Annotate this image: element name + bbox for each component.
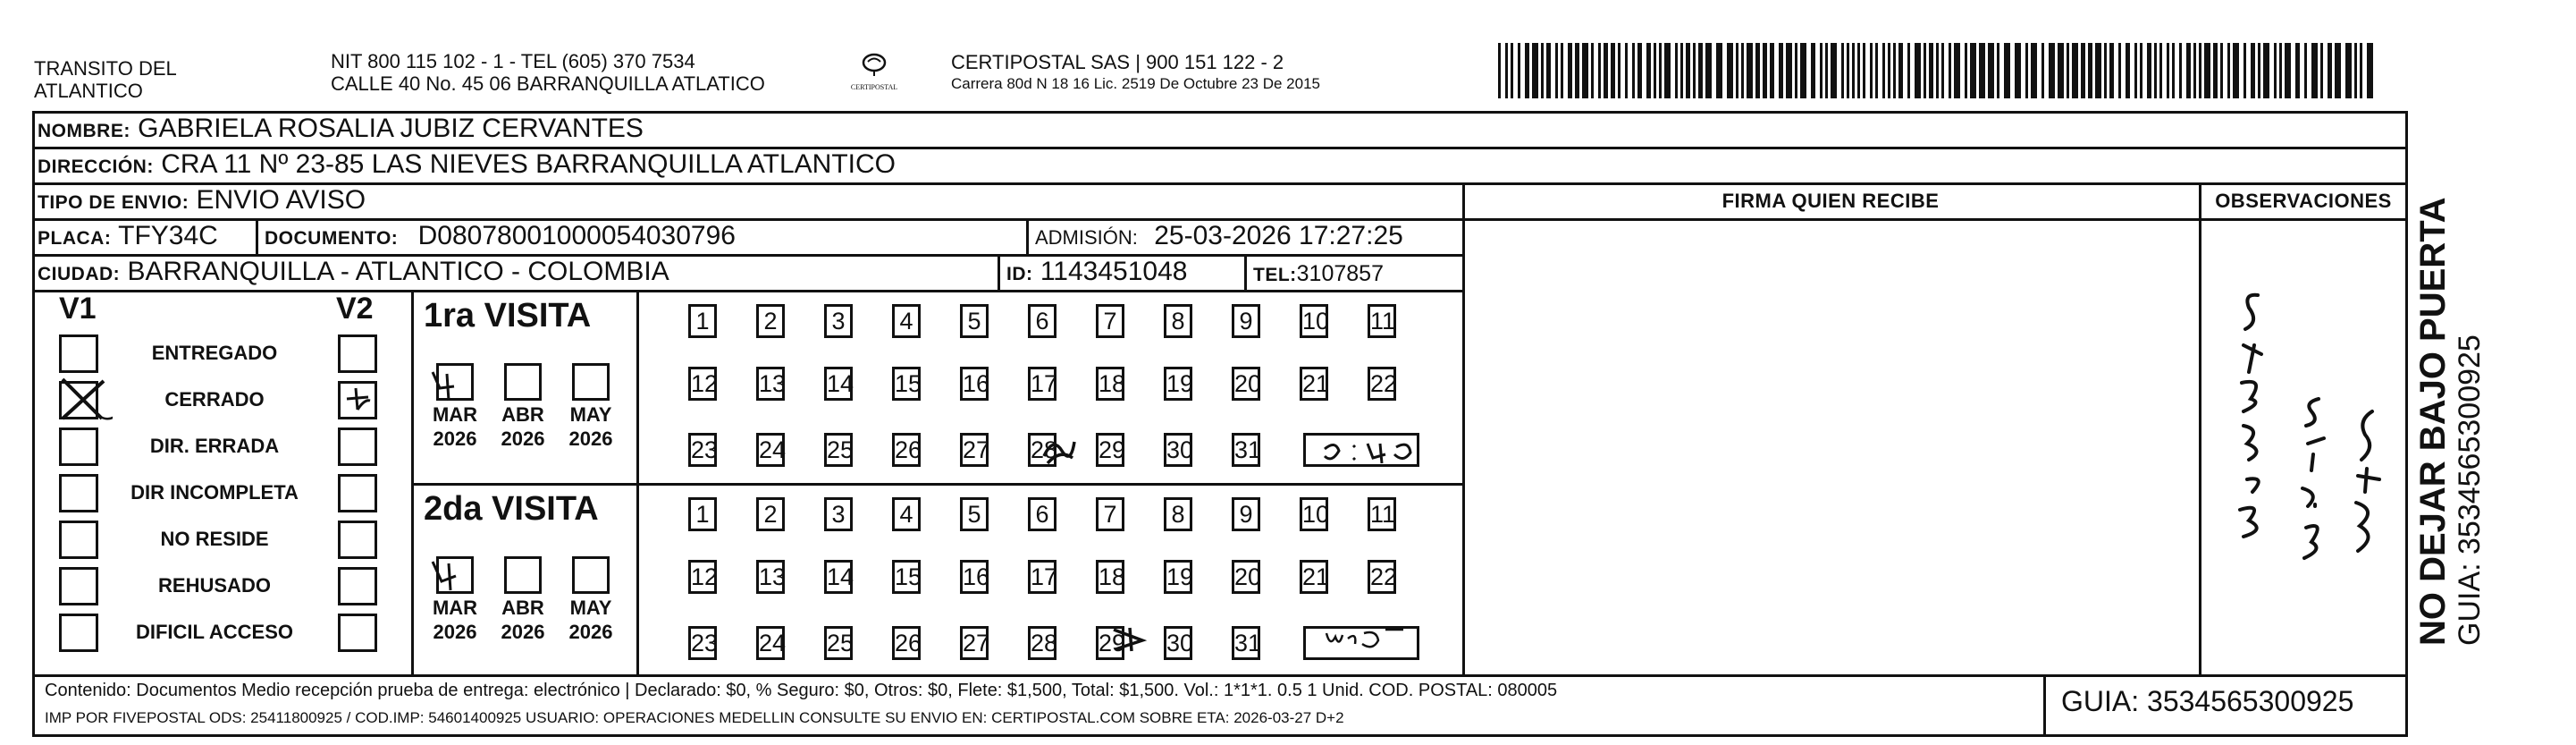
barcode-bar bbox=[1965, 43, 1967, 98]
v1-checkbox[interactable] bbox=[59, 521, 98, 559]
v1-checkbox[interactable] bbox=[59, 428, 98, 466]
barcode-bar bbox=[2095, 43, 2101, 98]
barcode-bar bbox=[1637, 43, 1642, 98]
barcode-bar bbox=[2049, 43, 2055, 98]
barcode-bar bbox=[2067, 43, 2069, 98]
barcode-bar bbox=[1705, 43, 1712, 98]
status-option-label: CERRADO bbox=[164, 388, 265, 411]
barcode-bar bbox=[2274, 43, 2277, 98]
recipient-name-label: NOMBRE: bbox=[38, 121, 130, 141]
plate-row bbox=[38, 220, 218, 255]
v1-checkbox[interactable] bbox=[59, 567, 98, 605]
observations-handwriting bbox=[2208, 268, 2404, 662]
barcode-bar bbox=[2004, 43, 2010, 98]
second-visit-day-box[interactable]: 1 bbox=[688, 497, 717, 531]
first-visit-day-box[interactable]: 3 bbox=[824, 304, 853, 338]
barcode-bar bbox=[2220, 43, 2223, 98]
barcode-bar bbox=[1795, 43, 1797, 98]
first-visit-day-box[interactable]: 30 bbox=[1164, 433, 1192, 467]
address-row bbox=[38, 148, 896, 183]
barcode-bar bbox=[2134, 43, 2137, 98]
barcode-bar bbox=[1525, 43, 1529, 98]
second-visit-day-box[interactable]: 16 bbox=[960, 560, 989, 594]
address-value: CRA 11 Nº 23-85 LAS NIEVES BARRANQUILLA ATLANTICO bbox=[161, 149, 897, 179]
barcode-bar bbox=[2279, 43, 2282, 98]
barcode-bar bbox=[2193, 43, 2196, 98]
barcode-bar bbox=[1841, 43, 1844, 98]
barcode-bar bbox=[1875, 43, 1878, 98]
first-visit-month-label bbox=[424, 402, 486, 451]
barcode-bar bbox=[2058, 43, 2064, 98]
barcode-bar bbox=[1763, 43, 1767, 98]
first-visit-day-box[interactable]: 28 bbox=[1028, 433, 1056, 467]
admission-value: 25-03-2026 17:27:25 bbox=[1154, 221, 1403, 250]
barcode-bar bbox=[2179, 43, 2182, 98]
barcode-bar bbox=[1680, 43, 1683, 98]
v1-checkbox[interactable] bbox=[59, 474, 98, 512]
document-row bbox=[265, 220, 736, 255]
barcode-bar bbox=[2295, 43, 2300, 98]
signature-header: FIRMA QUIEN RECIBE bbox=[1722, 190, 1940, 212]
barcode-bar bbox=[1915, 43, 1921, 98]
barcode-bar bbox=[1611, 43, 1615, 98]
barcode-bar bbox=[2015, 43, 2021, 98]
footer-print-info: IMP POR FIVEPOSTAL ODS: 25411800925 / COD.IMP: 54601400925 USUARIO: OPERACIONES MEDELLIN CONSULTE SU ENVIO EN: CERTIPOSTAL.COM SOBRE ETA: 2026-03-27 D+2 bbox=[45, 709, 1344, 726]
barcode-bar bbox=[1498, 43, 1501, 98]
document-value: D08078001000054030796 bbox=[417, 221, 736, 250]
barcode-bar bbox=[1546, 43, 1551, 98]
first-visit-day-box[interactable]: 8 bbox=[1164, 304, 1192, 338]
first-visit-day-box[interactable]: 9 bbox=[1232, 304, 1260, 338]
barcode-bar bbox=[1654, 43, 1656, 98]
v2-checkbox[interactable] bbox=[338, 567, 377, 605]
second-visit-day-box[interactable]: 15 bbox=[892, 560, 921, 594]
v2-cerrado-mark bbox=[338, 379, 377, 419]
second-visit-month-label bbox=[560, 596, 622, 644]
issuer-line2: ATLANTICO bbox=[34, 80, 143, 102]
city-label: CIUDAD: bbox=[38, 264, 121, 284]
second-visit-day-box[interactable]: 29 bbox=[1096, 626, 1124, 660]
issuer-nit: NIT 800 115 102 - 1 - TEL (605) 370 7534 bbox=[331, 50, 695, 72]
v2-checkbox[interactable] bbox=[338, 521, 377, 559]
shipment-type-value: ENVIO AVISO bbox=[196, 185, 366, 215]
first-visit-month-label bbox=[560, 402, 622, 451]
shipment-type-label: TIPO DE ENVIO: bbox=[38, 192, 189, 213]
v2-checkbox[interactable] bbox=[338, 334, 377, 373]
second-visit-day-box[interactable]: 7 bbox=[1096, 497, 1124, 531]
status-option-label: DIR INCOMPLETA bbox=[130, 481, 299, 504]
month-year: 2026 bbox=[501, 621, 545, 643]
barcode-bar bbox=[2186, 43, 2191, 98]
month-name: MAY bbox=[569, 403, 612, 426]
barcode-bar bbox=[1800, 43, 1806, 98]
status-option-label: NO RESIDE bbox=[160, 528, 269, 550]
admission-row bbox=[1035, 220, 1403, 254]
carrier-address: Carrera 80d N 18 16 Lic. 2519 De Octubre 23 De 2015 bbox=[951, 75, 1320, 92]
second-visit-day-box[interactable]: 30 bbox=[1164, 626, 1192, 660]
second-visit-day-box[interactable]: 12 bbox=[688, 560, 717, 594]
barcode-bar bbox=[1659, 43, 1662, 98]
barcode-bar bbox=[1618, 43, 1621, 98]
second-visit-day-box[interactable]: 8 bbox=[1164, 497, 1192, 531]
barcode-bar bbox=[1632, 43, 1635, 98]
v2-checkbox[interactable] bbox=[338, 474, 377, 512]
first-visit-day-box[interactable]: 4 bbox=[892, 304, 921, 338]
first-visit-day-box[interactable]: 24 bbox=[756, 433, 785, 467]
v1-header: V1 bbox=[59, 292, 97, 326]
tel-row bbox=[1253, 258, 1384, 292]
barcode-bar bbox=[2204, 43, 2210, 98]
barcode-bar bbox=[1511, 43, 1513, 98]
v1-cerrado-mark bbox=[55, 374, 113, 428]
second-visit-month-label bbox=[492, 596, 554, 644]
barcode-bar bbox=[1625, 43, 1628, 98]
second-visit-day-box[interactable]: 11 bbox=[1368, 497, 1396, 531]
barcode-bar bbox=[2025, 43, 2028, 98]
barcode-bar bbox=[2118, 43, 2121, 98]
barcode-bar bbox=[1786, 43, 1792, 98]
barcode-bar bbox=[1988, 43, 1994, 98]
barcode bbox=[1498, 43, 2392, 98]
second-visit-day-box[interactable]: 31 bbox=[1232, 626, 1260, 660]
recipient-name: GABRIELA ROSALIA JUBIZ CERVANTES bbox=[138, 114, 644, 143]
barcode-bar bbox=[1747, 43, 1753, 98]
side-do-not-leave: NO DEJAR BAJO PUERTA bbox=[2413, 197, 2453, 646]
month-year: 2026 bbox=[568, 621, 613, 643]
barcode-bar bbox=[1698, 43, 1703, 98]
document-label: DOCUMENTO: bbox=[265, 228, 399, 249]
barcode-bar bbox=[2081, 43, 2085, 98]
second-visit-day-box[interactable]: 24 bbox=[756, 626, 785, 660]
first-visit-day-box[interactable]: 22 bbox=[1368, 367, 1396, 401]
barcode-bar bbox=[1505, 43, 1508, 98]
barcode-bar bbox=[1675, 43, 1678, 98]
tel-value: 3107857 bbox=[1296, 261, 1384, 286]
barcode-bar bbox=[2311, 43, 2318, 98]
barcode-bar bbox=[2154, 43, 2157, 98]
first-visit-month-label bbox=[492, 402, 554, 451]
first-visit-time-note bbox=[1314, 433, 1430, 469]
first-visit-day-scribble bbox=[1039, 431, 1078, 470]
barcode-bar bbox=[2213, 43, 2218, 98]
month-year: 2026 bbox=[501, 428, 545, 450]
barcode-bar bbox=[1936, 43, 1939, 98]
issuer-name bbox=[34, 57, 177, 102]
second-visit-day-box[interactable]: 17 bbox=[1028, 560, 1056, 594]
second-visit-day-box[interactable]: 10 bbox=[1300, 497, 1328, 531]
barcode-bar bbox=[1825, 43, 1828, 98]
second-visit-day-box[interactable]: 13 bbox=[756, 560, 785, 594]
city-value: BARRANQUILLA - ATLANTICO - COLOMBIA bbox=[127, 257, 669, 286]
barcode-bar bbox=[1847, 43, 1849, 98]
barcode-bar bbox=[1582, 43, 1588, 98]
first-visit-day-box[interactable]: 5 bbox=[960, 304, 989, 338]
barcode-bar bbox=[1779, 43, 1783, 98]
second-visit-month-checkbox[interactable] bbox=[572, 556, 610, 594]
status-option-label: DIR. ERRADA bbox=[149, 435, 280, 457]
first-visit-month-checkbox[interactable] bbox=[572, 363, 610, 401]
second-visit-day-box[interactable]: 5 bbox=[960, 497, 989, 531]
carrier-info bbox=[951, 51, 1320, 93]
barcode-bar bbox=[1870, 43, 1873, 98]
first-visit-day-box[interactable]: 2 bbox=[756, 304, 785, 338]
month-name: MAR bbox=[432, 597, 478, 619]
second-visit-day-box[interactable]: 27 bbox=[960, 626, 989, 660]
barcode-bar bbox=[1575, 43, 1579, 98]
carrier-name: CERTIPOSTAL SAS | 900 151 122 - 2 bbox=[951, 51, 1284, 73]
barcode-bar bbox=[2243, 43, 2246, 98]
barcode-bar bbox=[2367, 43, 2373, 98]
second-visit-day-box[interactable]: 14 bbox=[824, 560, 853, 594]
footer-guide-number: GUIA: 3534565300925 bbox=[2061, 685, 2354, 717]
barcode-bar bbox=[2335, 43, 2341, 98]
barcode-bar bbox=[2227, 43, 2230, 98]
status-option-label: DIFICIL ACCESO bbox=[135, 621, 293, 643]
month-name: MAR bbox=[432, 403, 478, 426]
barcode-bar bbox=[2109, 43, 2114, 98]
second-visit-day-box[interactable]: 6 bbox=[1028, 497, 1056, 531]
second-visit-day-box[interactable]: 21 bbox=[1300, 560, 1328, 594]
second-visit-day-box[interactable]: 22 bbox=[1368, 560, 1396, 594]
side-guide-number: GUIA: 3534565300925 bbox=[2453, 334, 2487, 646]
first-visit-day-box[interactable]: 20 bbox=[1232, 367, 1260, 401]
barcode-bar bbox=[1598, 43, 1601, 98]
barcode-bar bbox=[1852, 43, 1855, 98]
month-name: ABR bbox=[501, 597, 544, 619]
month-year: 2026 bbox=[568, 428, 613, 450]
barcode-bar bbox=[2041, 43, 2044, 98]
barcode-bar bbox=[1949, 43, 1951, 98]
barcode-bar bbox=[1604, 43, 1608, 98]
barcode-bar bbox=[2199, 43, 2201, 98]
barcode-bar bbox=[2159, 43, 2162, 98]
observations-header: OBSERVACIONES bbox=[2215, 190, 2392, 212]
barcode-bar bbox=[2354, 43, 2357, 98]
second-visit-day-box[interactable]: 9 bbox=[1232, 497, 1260, 531]
second-visit-day-scribble bbox=[1107, 621, 1151, 656]
side-notice bbox=[2413, 197, 2487, 646]
second-visit-day-box[interactable]: 23 bbox=[688, 626, 717, 660]
first-visit-day-box[interactable]: 29 bbox=[1096, 433, 1124, 467]
barcode-bar bbox=[1686, 43, 1690, 98]
barcode-bar bbox=[2328, 43, 2332, 98]
issuer-address: CALLE 40 No. 45 06 BARRANQUILLA ATLATICO bbox=[331, 72, 765, 95]
recipient-name-row bbox=[38, 113, 644, 148]
barcode-bar bbox=[1741, 43, 1744, 98]
barcode-bar bbox=[2088, 43, 2092, 98]
barcode-bar bbox=[1591, 43, 1594, 98]
first-visit-title: 1ra VISITA bbox=[424, 297, 592, 334]
v2-checkbox[interactable] bbox=[338, 428, 377, 466]
barcode-bar bbox=[1736, 43, 1738, 98]
v1-checkbox[interactable] bbox=[59, 334, 98, 373]
barcode-bar bbox=[2345, 43, 2352, 98]
barcode-bar bbox=[2258, 43, 2260, 98]
second-visit-day-box[interactable]: 19 bbox=[1164, 560, 1192, 594]
logo-text: CERTIPOSTAL bbox=[850, 83, 898, 91]
barcode-bar bbox=[1532, 43, 1538, 98]
second-visit-title: 2da VISITA bbox=[424, 490, 599, 528]
first-visit-day-box[interactable]: 15 bbox=[892, 367, 921, 401]
first-visit-day-box[interactable]: 27 bbox=[960, 433, 989, 467]
tel-label: TEL: bbox=[1253, 265, 1297, 285]
barcode-bar bbox=[2172, 43, 2175, 98]
barcode-bar bbox=[1716, 43, 1722, 98]
barcode-bar bbox=[1970, 43, 1976, 98]
barcode-bar bbox=[1755, 43, 1760, 98]
plate-label: PLACA: bbox=[38, 228, 112, 249]
barcode-bar bbox=[1893, 43, 1896, 98]
second-visit-day-box[interactable]: 2 bbox=[756, 497, 785, 531]
first-visit-day-box[interactable]: 16 bbox=[960, 367, 989, 401]
barcode-bar bbox=[2031, 43, 2037, 98]
barcode-bar bbox=[2251, 43, 2255, 98]
first-visit-day-box[interactable]: 1 bbox=[688, 304, 717, 338]
first-visit-day-box[interactable]: 19 bbox=[1164, 367, 1192, 401]
second-visit-day-box[interactable]: 20 bbox=[1232, 560, 1260, 594]
barcode-bar bbox=[1770, 43, 1774, 98]
barcode-bar bbox=[1954, 43, 1960, 98]
barcode-bar bbox=[1693, 43, 1696, 98]
barcode-bar bbox=[2147, 43, 2151, 98]
barcode-bar bbox=[2360, 43, 2362, 98]
barcode-bar bbox=[1646, 43, 1651, 98]
logo-icon bbox=[856, 52, 892, 79]
first-visit-day-box[interactable]: 26 bbox=[892, 433, 921, 467]
barcode-bar bbox=[1555, 43, 1558, 98]
admission-label: ADMISIÓN: bbox=[1035, 226, 1138, 249]
month-year: 2026 bbox=[433, 428, 477, 450]
barcode-bar bbox=[1898, 43, 1903, 98]
city-row bbox=[38, 256, 669, 291]
barcode-bar bbox=[1727, 43, 1733, 98]
second-visit-month-label bbox=[424, 596, 486, 644]
barcode-bar bbox=[1541, 43, 1544, 98]
barcode-bar bbox=[1811, 43, 1815, 98]
first-visit-day-box[interactable]: 13 bbox=[756, 367, 785, 401]
barcode-bar bbox=[2167, 43, 2169, 98]
month-name: ABR bbox=[501, 403, 544, 426]
id-row bbox=[1006, 256, 1187, 291]
barcode-bar bbox=[2104, 43, 2107, 98]
second-visit-day-box[interactable]: 26 bbox=[892, 626, 921, 660]
issuer-line1: TRANSITO DEL bbox=[34, 57, 177, 80]
second-visit-day-box[interactable]: 3 bbox=[824, 497, 853, 531]
first-visit-day-box[interactable]: 25 bbox=[824, 433, 853, 467]
first-visit-month-checkbox[interactable] bbox=[504, 363, 542, 401]
status-option-label: ENTREGADO bbox=[151, 342, 278, 364]
issuer-contact bbox=[331, 50, 765, 95]
second-visit-month-checkbox[interactable] bbox=[504, 556, 542, 594]
barcode-bar bbox=[1831, 43, 1837, 98]
first-visit-month-mark bbox=[424, 361, 468, 406]
barcode-bar bbox=[1857, 43, 1860, 98]
barcode-bar bbox=[1997, 43, 1999, 98]
barcode-bar bbox=[2304, 43, 2307, 98]
first-visit-day-box[interactable]: 21 bbox=[1300, 367, 1328, 401]
second-visit-time-note bbox=[1314, 621, 1430, 656]
barcode-bar bbox=[1561, 43, 1563, 98]
second-visit-day-box[interactable]: 4 bbox=[892, 497, 921, 531]
shipment-type-row bbox=[38, 184, 366, 219]
barcode-bar bbox=[2263, 43, 2269, 98]
first-visit-day-box[interactable]: 7 bbox=[1096, 304, 1124, 338]
footer-contents: Contenido: Documentos Medio recepción prueba de entrega: electrónico | Declarado: $0, % Seguro: $0, Otros: $0, Flete: $1,500, Total: $1,500. Vol.: 1*1*1. 0.5 1 Unid. COD. POSTAL: 080005 bbox=[45, 681, 1558, 700]
barcode-bar bbox=[1941, 43, 1944, 98]
v2-checkbox[interactable] bbox=[338, 614, 377, 652]
second-visit-day-box[interactable]: 18 bbox=[1096, 560, 1124, 594]
barcode-bar bbox=[1568, 43, 1572, 98]
first-visit-day-box[interactable]: 18 bbox=[1096, 367, 1124, 401]
first-visit-day-box[interactable]: 14 bbox=[824, 367, 853, 401]
id-value: 1143451048 bbox=[1040, 257, 1188, 286]
barcode-bar bbox=[1924, 43, 1926, 98]
plate-value: TFY34C bbox=[118, 221, 218, 250]
barcode-bar bbox=[1979, 43, 1985, 98]
barcode-bar bbox=[1929, 43, 1933, 98]
barcode-bar bbox=[1820, 43, 1823, 98]
barcode-bar bbox=[1664, 43, 1671, 98]
barcode-bar bbox=[2140, 43, 2142, 98]
barcode-bar bbox=[2072, 43, 2078, 98]
id-label: ID: bbox=[1006, 264, 1033, 284]
second-visit-day-box[interactable]: 28 bbox=[1028, 626, 1056, 660]
month-name: MAY bbox=[569, 597, 612, 619]
second-visit-day-box[interactable]: 25 bbox=[824, 626, 853, 660]
v1-checkbox[interactable] bbox=[59, 614, 98, 652]
v2-header: V2 bbox=[336, 292, 374, 326]
first-visit-day-box[interactable]: 10 bbox=[1300, 304, 1328, 338]
barcode-bar bbox=[1882, 43, 1885, 98]
certipostal-logo bbox=[838, 52, 910, 91]
month-year: 2026 bbox=[433, 621, 477, 643]
first-visit-day-box[interactable]: 23 bbox=[688, 433, 717, 467]
first-visit-day-box[interactable]: 17 bbox=[1028, 367, 1056, 401]
address-label: DIRECCIÓN: bbox=[38, 157, 154, 177]
barcode-bar bbox=[2285, 43, 2291, 98]
barcode-bar bbox=[2233, 43, 2239, 98]
first-visit-day-box[interactable]: 11 bbox=[1368, 304, 1396, 338]
first-visit-day-box[interactable]: 6 bbox=[1028, 304, 1056, 338]
first-visit-day-box[interactable]: 31 bbox=[1232, 433, 1260, 467]
barcode-bar bbox=[2126, 43, 2130, 98]
first-visit-day-box[interactable]: 12 bbox=[688, 367, 717, 401]
barcode-bar bbox=[2320, 43, 2323, 98]
barcode-bar bbox=[1863, 43, 1865, 98]
second-visit-month-mark bbox=[424, 555, 468, 599]
status-option-label: REHUSADO bbox=[158, 574, 271, 597]
barcode-bar bbox=[1888, 43, 1890, 98]
barcode-bar bbox=[1518, 43, 1520, 98]
barcode-bar bbox=[1907, 43, 1910, 98]
